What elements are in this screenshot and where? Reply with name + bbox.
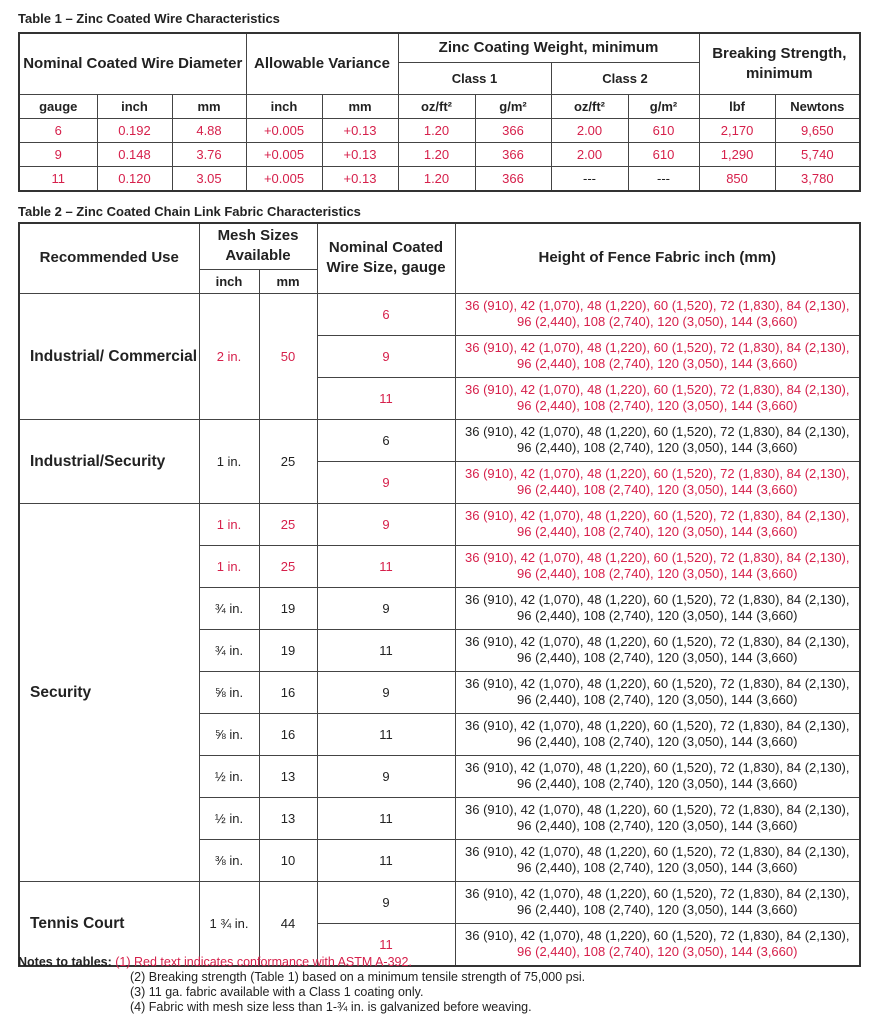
table-cell: 4.88: [172, 118, 246, 142]
table-cell: ---: [551, 166, 628, 191]
table-row: [19, 166, 860, 191]
table-notes: [18, 955, 585, 1015]
table-cell: 2.00: [551, 118, 628, 142]
gauge-cell: 9: [317, 755, 455, 797]
table-cell: 366: [475, 166, 551, 191]
fence-height-header: Height of Fence Fabric inch (mm): [455, 223, 860, 293]
fence-height-cell: 36 (910), 42 (1,070), 48 (1,220), 60 (1,520), 72 (1,830), 84 (2,130), 96 (2,440), 108 (2,740), 120 (3,050), 144 (3,660): [455, 629, 860, 671]
gauge-cell: 9: [317, 503, 455, 545]
table-cell: 9,650: [775, 118, 860, 142]
fence-height-cell: 36 (910), 42 (1,070), 48 (1,220), 60 (1,520), 72 (1,830), 84 (2,130), 96 (2,440), 108 (2,740), 120 (3,050), 144 (3,660): [455, 293, 860, 335]
heights-standard: 36 (910), 42 (1,070), 48 (1,220), 60 (1,520), 72 (1,830), 84 (2,130),: [465, 928, 850, 943]
table-cell: 5,740: [775, 142, 860, 166]
table-cell: 9: [19, 142, 97, 166]
wire-characteristics-table: [18, 32, 861, 192]
mesh-mm-cell: 44: [259, 881, 317, 966]
fence-height-cell: 36 (910), 42 (1,070), 48 (1,220), 60 (1,520), 72 (1,830), 84 (2,130), 96 (2,440), 108 (2,740), 120 (3,050), 144 (3,660): [455, 797, 860, 839]
table-cell: 2,170: [699, 118, 775, 142]
note-1: (1) Red text indicates conformance with ASTM A-392.: [115, 955, 412, 969]
mesh-mm-cell: 25: [259, 503, 317, 545]
table-cell: +0.13: [322, 118, 398, 142]
fence-height-cell: 36 (910), 42 (1,070), 48 (1,220), 60 (1,520), 72 (1,830), 84 (2,130), 96 (2,440), 108 (2,740), 120 (3,050), 144 (3,660): [455, 839, 860, 881]
heights-conforming: 96 (2,440), 108 (2,740), 120 (3,050), 144 (3,660): [517, 944, 798, 959]
recommended-use-cell: Industrial/Security: [19, 419, 199, 503]
note-4: (4) Fabric with mesh size less than 1-¾ in. is galvanized before weaving.: [130, 1000, 532, 1014]
mesh-mm-header: mm: [259, 269, 317, 293]
mesh-sizes-header: Mesh Sizes Available: [199, 223, 317, 269]
fence-height-cell: 36 (910), 42 (1,070), 48 (1,220), 60 (1,520), 72 (1,830), 84 (2,130), 96 (2,440), 108 (2,740), 120 (3,050), 144 (3,660): [455, 713, 860, 755]
mesh-mm-cell: 50: [259, 293, 317, 419]
note-2: (2) Breaking strength (Table 1) based on a minimum tensile strength of 75,000 psi.: [130, 970, 586, 984]
table-cell: 366: [475, 142, 551, 166]
mesh-mm-cell: 19: [259, 629, 317, 671]
mesh-inch-header: inch: [199, 269, 259, 293]
mesh-mm-cell: 16: [259, 671, 317, 713]
unit-header: mm: [322, 94, 398, 118]
breaking-strength-header: Breaking Strength, minimum: [699, 33, 860, 94]
unit-header: g/m²: [475, 94, 551, 118]
fence-height-cell: 36 (910), 42 (1,070), 48 (1,220), 60 (1,520), 72 (1,830), 84 (2,130), 96 (2,440), 108 (2,740), 120 (3,050), 144 (3,660): [455, 461, 860, 503]
mesh-mm-cell: 13: [259, 797, 317, 839]
mesh-inch-cell: 1 in.: [199, 503, 259, 545]
mesh-inch-cell: ⅝ in.: [199, 671, 259, 713]
fence-height-cell: 36 (910), 42 (1,070), 48 (1,220), 60 (1,520), 72 (1,830), 84 (2,130), 96 (2,440), 108 (2,740), 120 (3,050), 144 (3,660): [455, 335, 860, 377]
mesh-mm-cell: 25: [259, 545, 317, 587]
gauge-cell: 11: [317, 629, 455, 671]
unit-header: oz/ft²: [398, 94, 475, 118]
chain-link-fabric-table: [18, 222, 861, 967]
class2-header: Class 2: [551, 62, 699, 94]
mesh-inch-cell: 2 in.: [199, 293, 259, 419]
table-cell: 850: [699, 166, 775, 191]
mesh-inch-cell: ⅜ in.: [199, 839, 259, 881]
table-cell: 0.120: [97, 166, 172, 191]
fence-height-cell: 36 (910), 42 (1,070), 48 (1,220), 60 (1,520), 72 (1,830), 84 (2,130), 96 (2,440), 108 (2,740), 120 (3,050), 144 (3,660): [455, 755, 860, 797]
unit-header: inch: [97, 94, 172, 118]
mesh-mm-cell: 19: [259, 587, 317, 629]
table-cell: 1.20: [398, 166, 475, 191]
fence-height-cell: 36 (910), 42 (1,070), 48 (1,220), 60 (1,520), 72 (1,830), 84 (2,130), 96 (2,440), 108 (2,740), 120 (3,050), 144 (3,660): [455, 503, 860, 545]
mesh-mm-cell: 16: [259, 713, 317, 755]
gauge-cell: 9: [317, 587, 455, 629]
table-cell: 1.20: [398, 142, 475, 166]
table-row: [19, 881, 860, 923]
recommended-use-cell: Industrial/ Commercial: [19, 293, 199, 419]
table-cell: 3.05: [172, 166, 246, 191]
mesh-inch-cell: 1 ¾ in.: [199, 881, 259, 966]
class1-header: Class 1: [398, 62, 551, 94]
table-row: [19, 503, 860, 545]
gauge-cell: 9: [317, 335, 455, 377]
diameter-header: Nominal Coated Wire Diameter: [19, 33, 246, 94]
unit-header: gauge: [19, 94, 97, 118]
table-cell: 0.192: [97, 118, 172, 142]
unit-header: mm: [172, 94, 246, 118]
table-cell: 2.00: [551, 142, 628, 166]
table-row: [19, 142, 860, 166]
gauge-cell: 9: [317, 671, 455, 713]
recommended-use-cell: Security: [19, 503, 199, 881]
gauge-cell: 11: [317, 713, 455, 755]
table-cell: 0.148: [97, 142, 172, 166]
unit-header: Newtons: [775, 94, 860, 118]
zinc-coating-header: Zinc Coating Weight, minimum: [398, 33, 699, 62]
note-3: (3) 11 ga. fabric available with a Class 1 coating only.: [130, 985, 424, 999]
gauge-cell: 11: [317, 839, 455, 881]
notes-label: Notes to tables:: [18, 955, 112, 969]
table-cell: +0.005: [246, 166, 322, 191]
mesh-inch-cell: ½ in.: [199, 755, 259, 797]
table-cell: 610: [628, 118, 699, 142]
table-cell: 11: [19, 166, 97, 191]
mesh-inch-cell: 1 in.: [199, 419, 259, 503]
table-cell: 3,780: [775, 166, 860, 191]
table1-title: Table 1 – Zinc Coated Wire Characteristics: [18, 11, 280, 26]
mesh-mm-cell: 13: [259, 755, 317, 797]
wire-size-header: Nominal Coated Wire Size, gauge: [317, 223, 455, 293]
table-cell: 3.76: [172, 142, 246, 166]
gauge-cell: 6: [317, 293, 455, 335]
recommended-use-header: Recommended Use: [19, 223, 199, 293]
table-cell: 610: [628, 142, 699, 166]
gauge-cell: 9: [317, 881, 455, 923]
mesh-inch-cell: 1 in.: [199, 545, 259, 587]
variance-header: Allowable Variance: [246, 33, 398, 94]
gauge-cell: 11: [317, 797, 455, 839]
table-cell: 1,290: [699, 142, 775, 166]
fence-height-cell: 36 (910), 42 (1,070), 48 (1,220), 60 (1,520), 72 (1,830), 84 (2,130), 96 (2,440), 108 (2,740), 120 (3,050), 144 (3,660): [455, 377, 860, 419]
unit-header: g/m²: [628, 94, 699, 118]
table-cell: +0.005: [246, 118, 322, 142]
unit-header: oz/ft²: [551, 94, 628, 118]
recommended-use-cell: Tennis Court: [19, 881, 199, 966]
unit-header: inch: [246, 94, 322, 118]
mesh-inch-cell: ⅝ in.: [199, 713, 259, 755]
table-cell: +0.13: [322, 142, 398, 166]
table-cell: ---: [628, 166, 699, 191]
table-row: [19, 118, 860, 142]
fence-height-cell: 36 (910), 42 (1,070), 48 (1,220), 60 (1,520), 72 (1,830), 84 (2,130), 96 (2,440), 108 (2,740), 120 (3,050), 144 (3,660): [455, 671, 860, 713]
unit-header: lbf: [699, 94, 775, 118]
fence-height-cell: 36 (910), 42 (1,070), 48 (1,220), 60 (1,520), 72 (1,830), 84 (2,130), 96 (2,440), 108 (2,740), 120 (3,050), 144 (3,660): [455, 545, 860, 587]
table-row: [19, 293, 860, 335]
gauge-cell: 11: [317, 545, 455, 587]
fence-height-cell: 36 (910), 42 (1,070), 48 (1,220), 60 (1,520), 72 (1,830), 84 (2,130), 96 (2,440), 108 (2,740), 120 (3,050), 144 (3,660): [455, 881, 860, 923]
gauge-cell: 9: [317, 461, 455, 503]
table-row: [19, 419, 860, 461]
gauge-cell: 11: [317, 923, 455, 966]
gauge-cell: 11: [317, 377, 455, 419]
fence-height-cell: 36 (910), 42 (1,070), 48 (1,220), 60 (1,520), 72 (1,830), 84 (2,130), 96 (2,440), 108 (2,740), 120 (3,050), 144 (3,660): [455, 419, 860, 461]
gauge-cell: 6: [317, 419, 455, 461]
table-cell: +0.13: [322, 166, 398, 191]
table-cell: 6: [19, 118, 97, 142]
table-cell: +0.005: [246, 142, 322, 166]
mesh-inch-cell: ¾ in.: [199, 587, 259, 629]
table-cell: 366: [475, 118, 551, 142]
mesh-inch-cell: ½ in.: [199, 797, 259, 839]
table2-title: Table 2 – Zinc Coated Chain Link Fabric Characteristics: [18, 204, 361, 219]
table-cell: 1.20: [398, 118, 475, 142]
mesh-mm-cell: 10: [259, 839, 317, 881]
fence-height-cell: 36 (910), 42 (1,070), 48 (1,220), 60 (1,520), 72 (1,830), 84 (2,130), 96 (2,440), 108 (2,740), 120 (3,050), 144 (3,660): [455, 587, 860, 629]
mesh-mm-cell: 25: [259, 419, 317, 503]
mesh-inch-cell: ¾ in.: [199, 629, 259, 671]
